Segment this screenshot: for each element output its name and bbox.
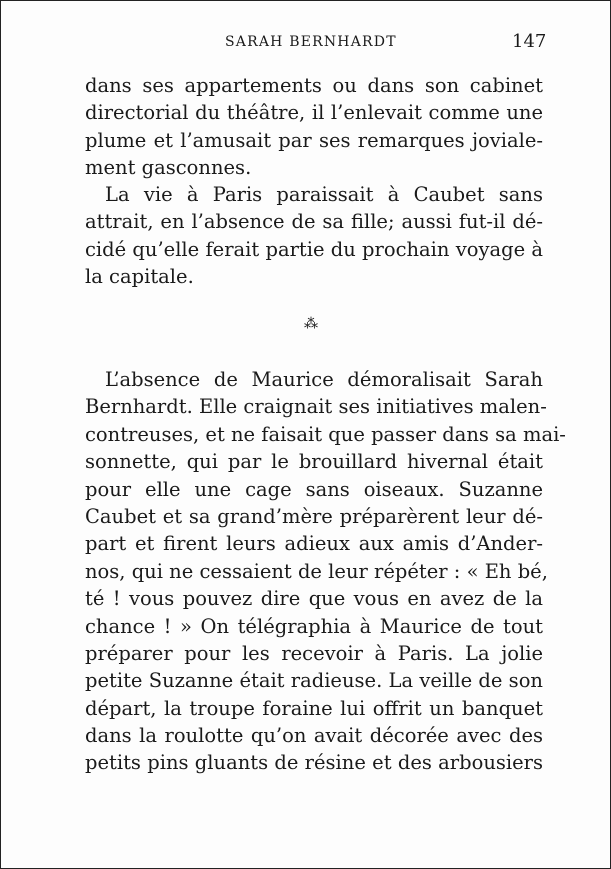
text-line: part et firent leurs adieux aux amis d’Ander- [85,532,543,556]
text-line: dans la roulotte qu’on avait décorée avec des [85,724,543,748]
text-line: la capitale. [85,265,194,289]
page-number: 147 [512,31,547,52]
text-line: té ! vous pouvez dire que vous en avez de la [85,587,543,611]
section-ornament: ⁂ [304,316,318,332]
running-title: SARAH BERNHARDT [225,34,397,50]
text-line: ment gasconnes. [85,156,252,180]
text-line: petits pins gluants de résine et des arbousiers [85,751,543,775]
text-line: plume et l’amusait par ses remarques joviale- [85,128,543,152]
paragraph-3 [85,366,566,777]
text-line: pour elle une cage sans oiseaux. Suzanne [85,477,543,501]
text-line: contreuses, et ne faisait que passer dans sa mai- [85,422,566,446]
paragraph-2 [85,181,543,291]
text-line: préparer pour les recevoir à Paris. La jolie [85,641,543,665]
text-line: La vie à Paris paraissait à Caubet sans [105,183,543,206]
text-line: chance ! » On télégraphia à Maurice de tout [85,614,543,638]
text-line: L’absence de Maurice démoralisait Sarah [105,368,543,391]
page-header [1,31,610,55]
text-line: Caubet et sa grand’mère préparèrent leur dé- [85,504,543,528]
text-line: sonnette, qui par le brouillard hivernal était [85,450,543,474]
text-line: attrait, en l’absence de sa fille; aussi fut-il dé- [85,210,543,234]
text-line: cidé qu’elle ferait partie du prochain voyage à [85,237,543,261]
text-line: départ, la troupe foraine lui offrit un banquet [85,696,543,720]
paragraph-1 [85,72,543,182]
text-line: dans ses appartements ou dans son cabinet [85,74,543,97]
text-line: petite Suzanne était radieuse. La veille de son [85,669,543,693]
text-line: Bernhardt. Elle craignait ses initiatives malen- [85,395,547,419]
text-line: directorial du théâtre, il l’enlevait comme une [85,101,543,125]
text-line: nos, qui ne cessaient de leur répéter : « Eh bé, [85,559,548,583]
